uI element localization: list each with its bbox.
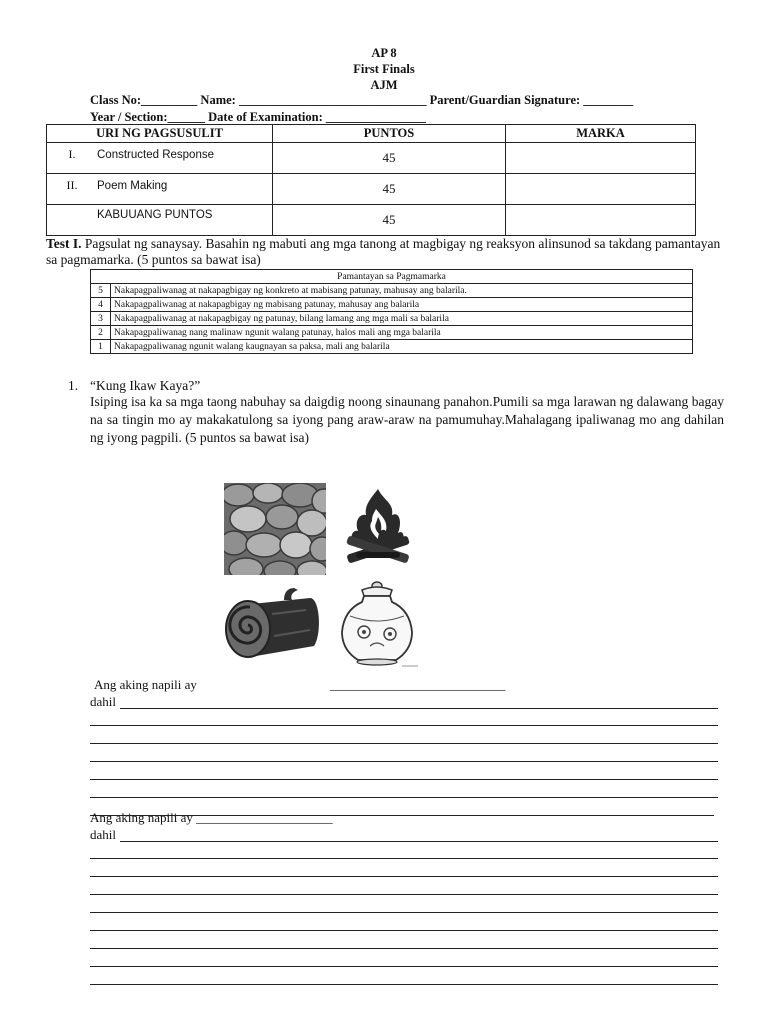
rubric-score: 2 — [91, 326, 111, 340]
fire-image — [338, 483, 418, 568]
stones-image — [224, 483, 326, 575]
subject-title: AP 8 — [371, 46, 397, 60]
row-mark-cell[interactable] — [506, 174, 696, 205]
row-mark-cell[interactable] — [506, 143, 696, 174]
rubric-desc: Nakapagpaliwanag nang malinaw ngunit walang patunay, halos mali ang mga balarila — [111, 326, 693, 340]
row-mark-cell[interactable] — [506, 205, 696, 236]
rubric-table — [90, 269, 693, 354]
answer1-blank[interactable]: ___________________________ — [330, 677, 506, 692]
row-points: 45 — [273, 174, 506, 205]
test1-label: Test I. — [46, 236, 82, 251]
row-points: 45 — [273, 205, 506, 236]
rubric-score: 3 — [91, 312, 111, 326]
rubric-desc: Nakapagpaliwanag at nakapagbigay ng mabisang patunay, mahusay ang balarila — [111, 298, 693, 312]
question-title: “Kung Ikaw Kaya?” — [90, 378, 201, 393]
question-body: Isiping isa ka sa mga taong nabuhay sa daigdig noong sinaunang panahon.Pumili sa mga larawan ng dalawang bagay na sa tingin mo ay makakatulong sa iyong pang araw-araw na pamumuhay.Mahalagang ipaliwanag mo ang dahilan ng iyong pagpili. (5 puntos sa bawat isa) — [90, 394, 724, 445]
question-number: 1. — [68, 378, 79, 393]
rubric-desc: Nakapagpaliwanag at nakapagbigay ng konkreto at mabisang patunay, mahusay ang balarila. — [111, 284, 693, 298]
rubric-row — [91, 312, 693, 326]
rubric-row — [91, 326, 693, 340]
row-label: Poem Making — [97, 180, 168, 192]
year-section-line: Year / Section:______ Date of Examination: ________________ — [90, 110, 426, 124]
exam-title: First Finals — [353, 62, 415, 76]
test1-text: Pagsulat ng sanaysay. Basahin ng mabuti ang mga tanong at magbigay ng reaksyon alinsunod sa takdang pamantayan sa pagmamarka. (5 puntos sa bawat isa) — [46, 236, 721, 267]
answer1-prompt: Ang aking napili ay — [94, 677, 197, 692]
jar-image — [330, 580, 425, 675]
rubric-desc: Nakapagpaliwanag ngunit walang kaugnayan sa paksa, mali ang balarila — [111, 340, 693, 354]
test1-instructions — [46, 236, 726, 268]
class-info-line: Class No:_________ Name: ______________________________ Parent/Guardian Signature: ________ — [90, 93, 634, 107]
row-number: II. — [66, 178, 78, 192]
rubric-score: 4 — [91, 298, 111, 312]
answer2-prompt[interactable]: Ang aking napili ay _____________________ — [90, 810, 333, 825]
answer2-line-first[interactable] — [120, 824, 718, 842]
rubric-row — [91, 340, 693, 354]
row-points: 45 — [273, 143, 506, 174]
log-image — [222, 584, 324, 674]
rubric-score: 1 — [91, 340, 111, 354]
rubric-row — [91, 298, 693, 312]
answer2-dahil: dahil — [90, 827, 116, 842]
initials: AJM — [370, 78, 398, 92]
col-header-type: URI NG PAGSUSULIT — [47, 125, 273, 143]
row-number — [47, 214, 97, 218]
rubric-score: 5 — [91, 284, 111, 298]
table-row — [47, 143, 696, 174]
score-table — [46, 124, 696, 236]
table-row — [47, 174, 696, 205]
answer1-line-first[interactable] — [120, 691, 718, 709]
answer2-lines[interactable] — [90, 841, 718, 985]
answer1-lines[interactable] — [90, 708, 718, 816]
col-header-points: PUNTOS — [273, 125, 506, 143]
row-label: KABUUANG PUNTOS — [97, 209, 213, 221]
answer1-dahil: dahil — [90, 694, 116, 709]
rubric-title: Pamantayan sa Pagmamarka — [91, 270, 693, 284]
row-number: I. — [68, 147, 76, 161]
rubric-desc: Nakapagpaliwanag at nakapagbigay ng patunay, bilang lamang ang mga mali sa balarila — [111, 312, 693, 326]
col-header-mark: MARKA — [506, 125, 696, 143]
row-label: Constructed Response — [97, 149, 214, 161]
table-row — [47, 205, 696, 236]
rubric-row — [91, 284, 693, 298]
